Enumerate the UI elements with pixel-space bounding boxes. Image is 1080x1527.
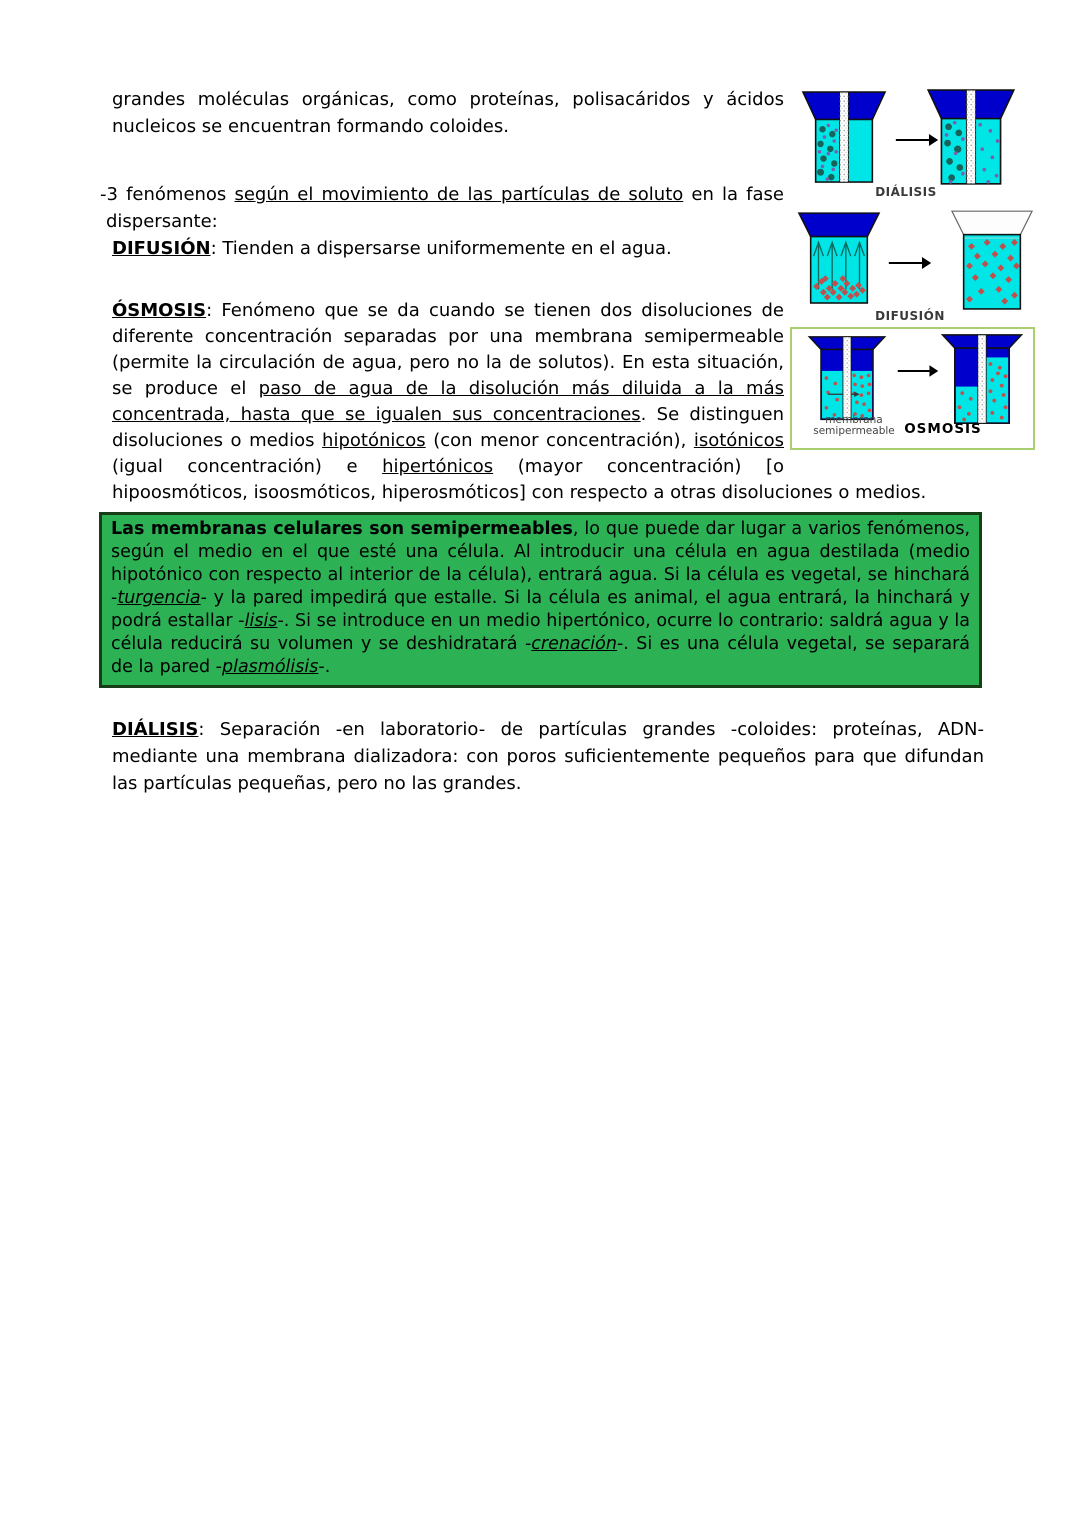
difusion-before-beaker-icon xyxy=(797,211,881,311)
term-crenacion: crenación xyxy=(531,634,617,654)
membrane-highlight-note xyxy=(99,512,982,688)
dialysis-figure xyxy=(800,86,1040,204)
text-segment: : Fenómeno que se da cuando se tienen dos disoluciones de diferente concentración separadas por una membrana semipermeable (permite la circulación de agua, pero no la de solutos). En esta situación, se produce el xyxy=(112,300,784,399)
dialysis-figure-label: DIÁLISIS xyxy=(875,185,937,199)
term-turgencia: turgencia xyxy=(117,588,201,608)
difusion-figure xyxy=(795,209,1040,327)
text-segment: hipertónicos xyxy=(382,456,494,477)
difusion-heading: DIFUSIÓN xyxy=(112,238,211,259)
text-segment: (mayor concentración) [o hipoosmóticos, isoosmóticos, hiperosmóticos] con respecto a otras disoluciones o medios. xyxy=(112,456,927,503)
osmosis-figure-label: OSMOSIS xyxy=(904,421,982,437)
term-lisis: lisis xyxy=(244,611,278,631)
text-segment: grandes moléculas orgánicas, como proteínas, polisacáridos y ácidos nucleicos se encuentran formando coloides. xyxy=(112,89,784,137)
text-segment: . Se distinguen disoluciones o medios xyxy=(112,404,784,451)
osmosis-figure xyxy=(790,327,1035,450)
difusion-figure-label: DIFUSIÓN xyxy=(875,309,945,323)
dialysis-after-beaker-icon xyxy=(925,88,1017,192)
text-segment: -. Si es una célula vegetal, se separará de la pared - xyxy=(111,634,970,677)
text-segment: según el movimiento de las partículas de soluto xyxy=(234,184,684,205)
dialysis-before-beaker-icon xyxy=(800,90,888,190)
text-segment: : Tienden a dispersarse uniformemente en el agua. xyxy=(210,238,672,259)
text-segment: (con menor concentración), xyxy=(425,430,694,451)
difusion-after-beaker-icon xyxy=(948,209,1036,315)
text-segment: -. Si se introduce en un medio hipertónico, ocurre lo contrario: saldrá agua y la célula reducirá su volumen y se deshidratará - xyxy=(111,611,970,654)
term-plasmolisis: plasmólisis xyxy=(221,657,319,677)
text-segment: -3 fenómenos xyxy=(100,184,235,205)
dialisis-heading: DIÁLISIS xyxy=(112,719,199,740)
text-segment: -. xyxy=(318,657,331,677)
dialisis-definition xyxy=(112,716,984,797)
right-arrow-icon xyxy=(887,253,933,273)
text-segment: hipotónicos xyxy=(322,430,426,451)
membrane-caption-line1: membrana xyxy=(825,414,883,426)
note-lead-bold: Las membranas celulares son semipermeables xyxy=(111,519,573,539)
text-segment: - y la pared impedirá que estalle. Si la célula es animal, el agua entrará, la hinchará y podrá estallar - xyxy=(111,588,970,631)
right-arrow-icon xyxy=(896,361,940,381)
text-segment: en la fase dispersante: xyxy=(106,184,784,232)
text-segment: , lo que puede dar lugar a varios fenómenos, según el medio en el que esté una célula. Al introducir una célula en agua destilada (medio hipotónico con respecto al interior de la célula), entrará agua. Si la célula es vegetal, se hinchará - xyxy=(111,519,971,608)
osmosis-after-beaker-icon xyxy=(938,333,1026,427)
osmosis-heading: ÓSMOSIS xyxy=(112,300,207,321)
osmosis-before-beaker-icon xyxy=(804,335,890,423)
text-segment: isotónicos xyxy=(693,430,784,451)
text-segment: : Separación -en laboratorio- de partículas grandes -coloides: proteínas, ADN- mediante una membrana dializadora: con poros suficientemente pequeños para que difundan las partículas pequeñas, pero no las grandes. xyxy=(112,719,984,794)
membrane-caption-line2: semipermeable xyxy=(813,425,895,437)
text-segment: (igual concentración) e xyxy=(112,456,383,477)
text-segment: paso de agua de la disolución más diluida a la más concentrada, hasta que se igualen sus concentraciones xyxy=(112,378,784,425)
